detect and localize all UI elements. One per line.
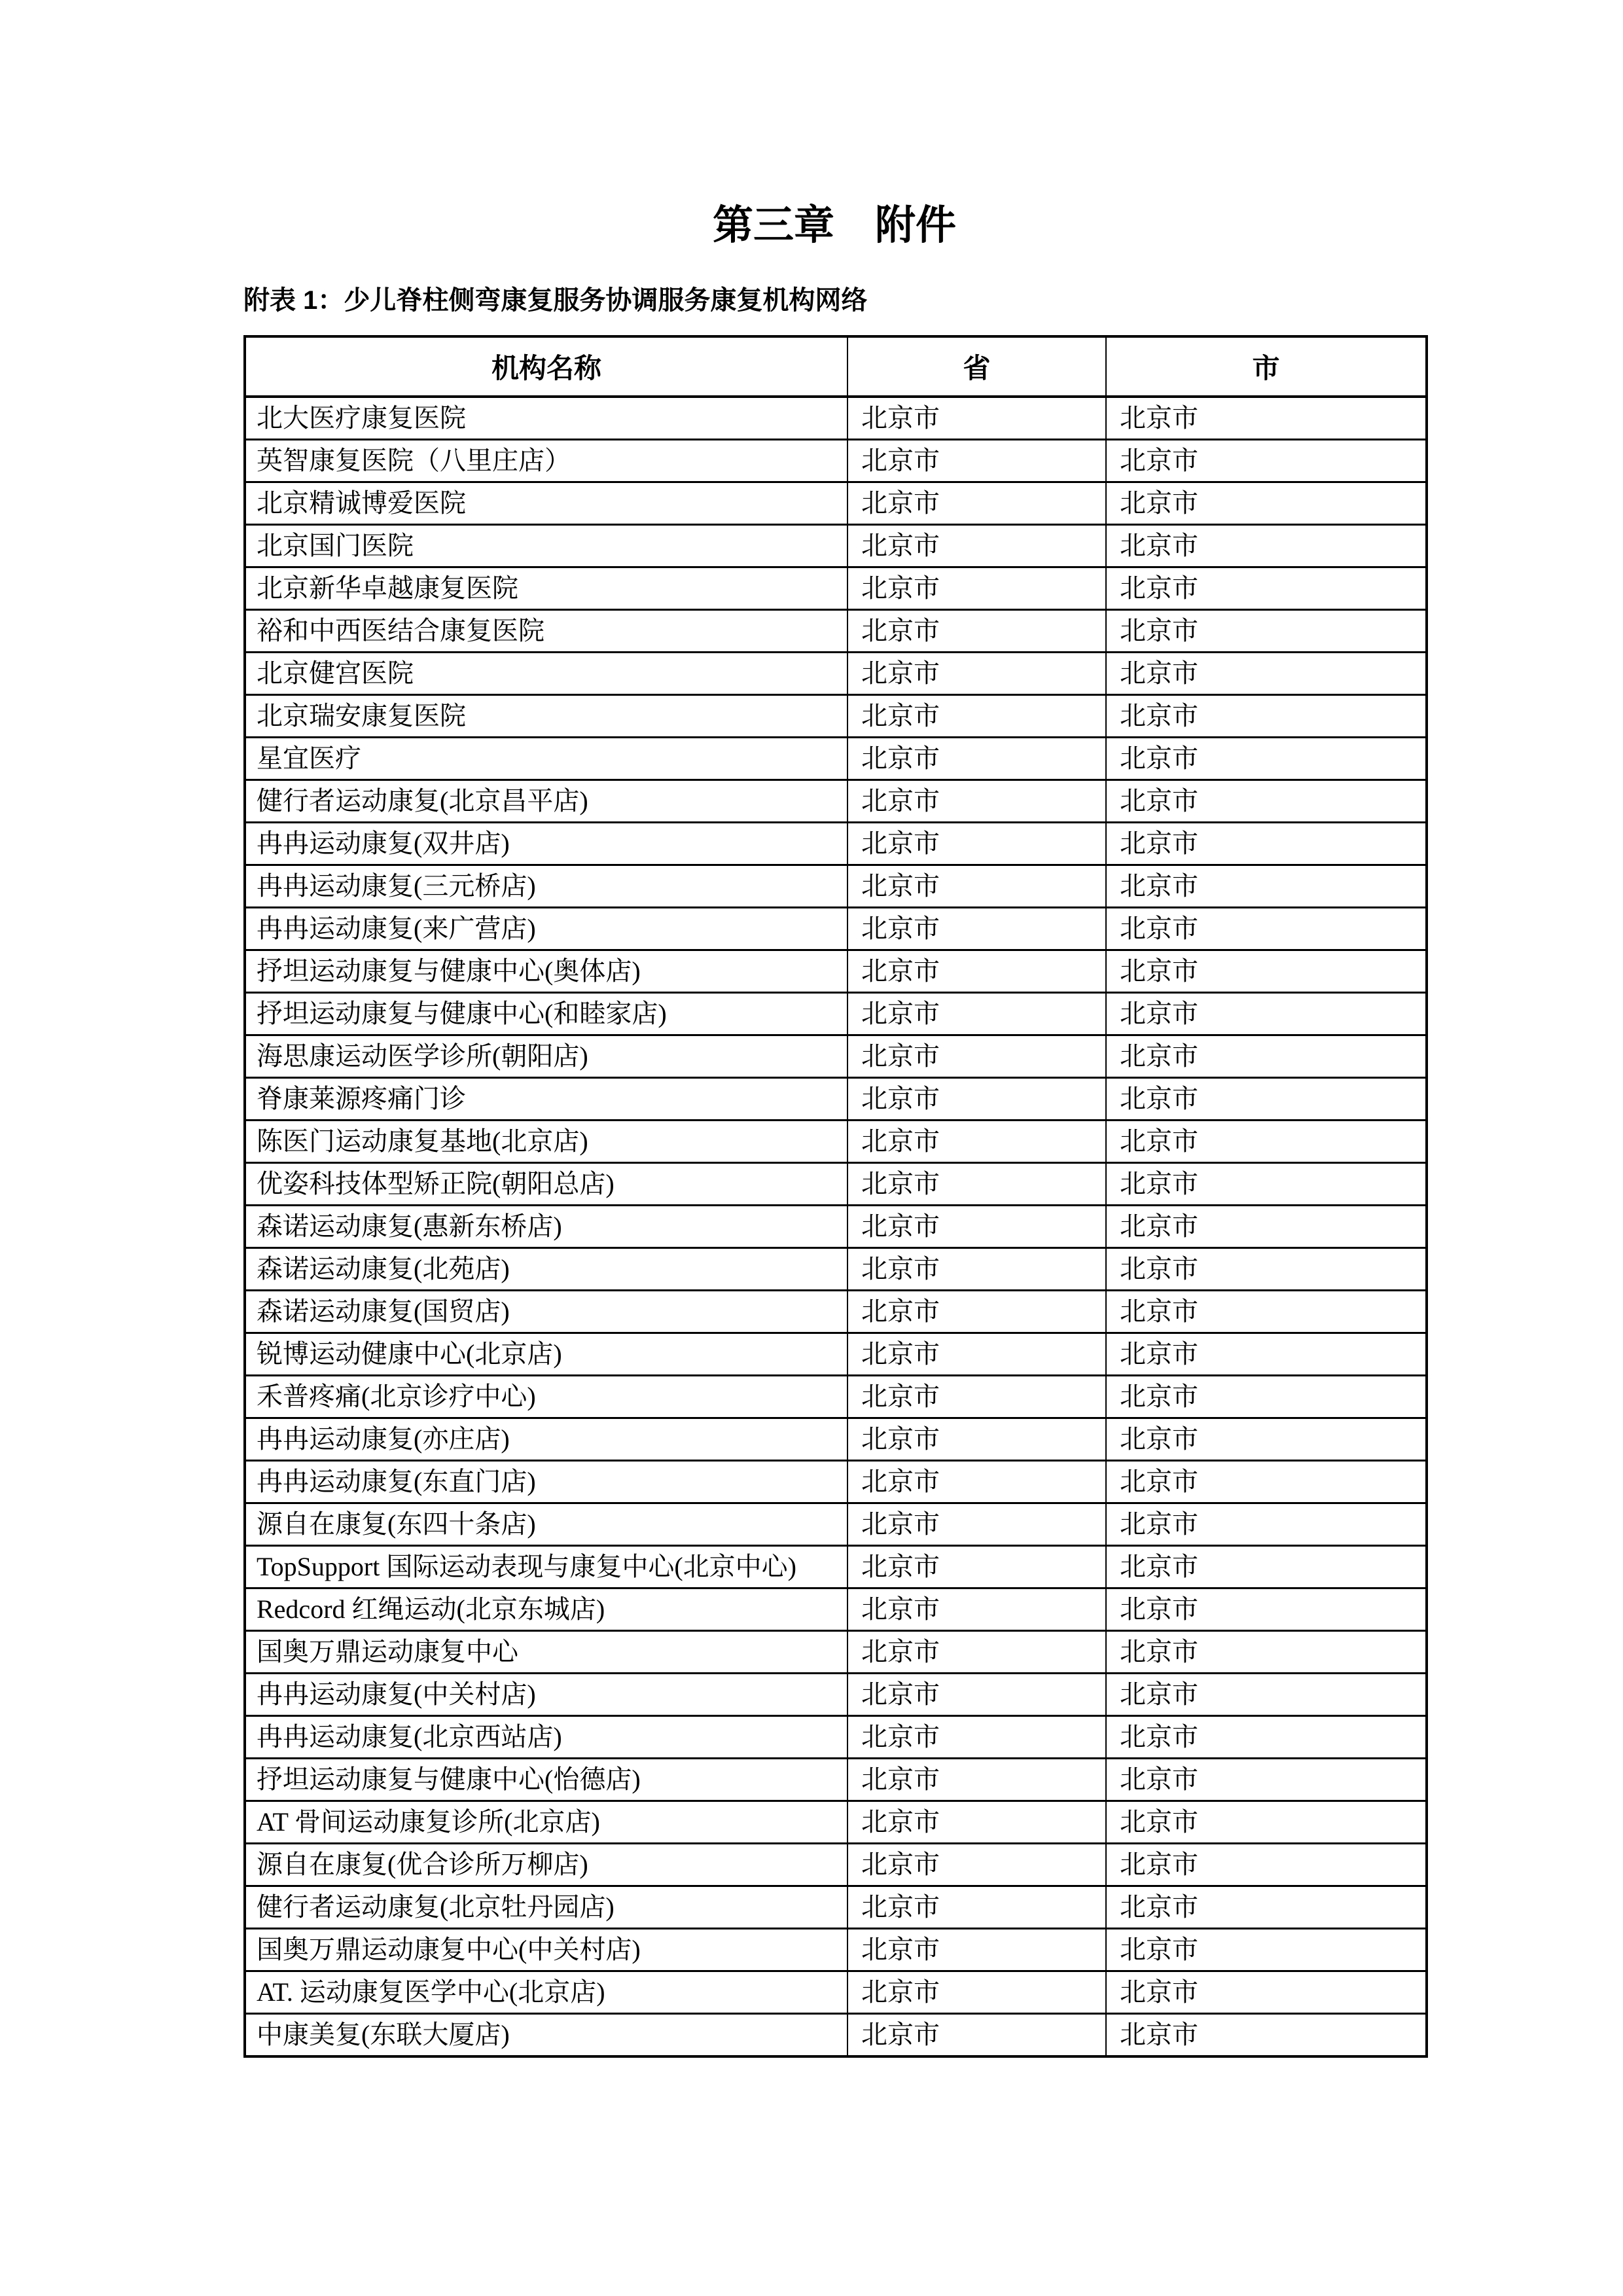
table-row bbox=[245, 695, 1427, 738]
city-cell: 北京市 bbox=[1106, 1844, 1427, 1886]
org-name-cell: 森诺运动康复(北苑店) bbox=[245, 1248, 847, 1291]
table-row bbox=[245, 1971, 1427, 2014]
table-row bbox=[245, 653, 1427, 695]
org-name-cell: TopSupport 国际运动表现与康复中心(北京中心) bbox=[245, 1546, 847, 1588]
city-cell: 北京市 bbox=[1106, 653, 1427, 695]
table-row bbox=[245, 1461, 1427, 1503]
table-header-row bbox=[245, 336, 1427, 397]
table-row bbox=[245, 1291, 1427, 1333]
table-row bbox=[245, 525, 1427, 567]
province-cell: 北京市 bbox=[847, 823, 1106, 865]
org-name-cell: 源自在康复(优合诊所万柳店) bbox=[245, 1844, 847, 1886]
province-cell: 北京市 bbox=[847, 1971, 1106, 2014]
org-name-cell: 冉冉运动康复(中关村店) bbox=[245, 1674, 847, 1716]
province-cell: 北京市 bbox=[847, 865, 1106, 908]
table-row bbox=[245, 738, 1427, 780]
city-cell: 北京市 bbox=[1106, 482, 1427, 525]
province-cell: 北京市 bbox=[847, 1674, 1106, 1716]
table-row bbox=[245, 1546, 1427, 1588]
table-row bbox=[245, 567, 1427, 610]
header-province: 省 bbox=[847, 336, 1106, 397]
province-cell: 北京市 bbox=[847, 482, 1106, 525]
org-name-cell: 北京健宫医院 bbox=[245, 653, 847, 695]
org-name-cell: 陈医门运动康复基地(北京店) bbox=[245, 1121, 847, 1163]
province-cell: 北京市 bbox=[847, 1716, 1106, 1759]
org-name-cell: 健行者运动康复(北京昌平店) bbox=[245, 780, 847, 823]
table-row bbox=[245, 1078, 1427, 1121]
org-name-cell: 国奥万鼎运动康复中心 bbox=[245, 1631, 847, 1674]
province-cell: 北京市 bbox=[847, 1929, 1106, 1971]
city-cell: 北京市 bbox=[1106, 1759, 1427, 1801]
city-cell: 北京市 bbox=[1106, 1588, 1427, 1631]
table-row bbox=[245, 1801, 1427, 1844]
city-cell: 北京市 bbox=[1106, 695, 1427, 738]
province-cell: 北京市 bbox=[847, 1333, 1106, 1376]
city-cell: 北京市 bbox=[1106, 1376, 1427, 1418]
org-name-cell: 北京瑞安康复医院 bbox=[245, 695, 847, 738]
city-cell: 北京市 bbox=[1106, 823, 1427, 865]
table-row bbox=[245, 823, 1427, 865]
table-row bbox=[245, 1503, 1427, 1546]
city-cell: 北京市 bbox=[1106, 1333, 1427, 1376]
org-name-cell: 森诺运动康复(惠新东桥店) bbox=[245, 1206, 847, 1248]
org-name-cell: 森诺运动康复(国贸店) bbox=[245, 1291, 847, 1333]
province-cell: 北京市 bbox=[847, 908, 1106, 950]
city-cell: 北京市 bbox=[1106, 950, 1427, 993]
province-cell: 北京市 bbox=[847, 1163, 1106, 1206]
city-cell: 北京市 bbox=[1106, 2014, 1427, 2057]
page-content bbox=[243, 202, 1425, 2058]
org-name-cell: 中康美复(东联大厦店) bbox=[245, 2014, 847, 2057]
table-row bbox=[245, 1631, 1427, 1674]
city-cell: 北京市 bbox=[1106, 1461, 1427, 1503]
org-name-cell: 北京国门医院 bbox=[245, 525, 847, 567]
city-cell: 北京市 bbox=[1106, 1886, 1427, 1929]
province-cell: 北京市 bbox=[847, 1418, 1106, 1461]
org-name-cell: 锐博运动健康中心(北京店) bbox=[245, 1333, 847, 1376]
org-name-cell: 北京精诚博爱医院 bbox=[245, 482, 847, 525]
org-name-cell: 冉冉运动康复(东直门店) bbox=[245, 1461, 847, 1503]
city-cell: 北京市 bbox=[1106, 1291, 1427, 1333]
city-cell: 北京市 bbox=[1106, 1716, 1427, 1759]
org-name-cell: 冉冉运动康复(来广营店) bbox=[245, 908, 847, 950]
table-row bbox=[245, 2014, 1427, 2057]
province-cell: 北京市 bbox=[847, 653, 1106, 695]
city-cell: 北京市 bbox=[1106, 397, 1427, 440]
province-cell: 北京市 bbox=[847, 610, 1106, 653]
province-cell: 北京市 bbox=[847, 525, 1106, 567]
province-cell: 北京市 bbox=[847, 1376, 1106, 1418]
table-row bbox=[245, 1674, 1427, 1716]
table-row bbox=[245, 1333, 1427, 1376]
city-cell: 北京市 bbox=[1106, 1503, 1427, 1546]
table-row bbox=[245, 950, 1427, 993]
org-name-cell: 海思康运动医学诊所(朝阳店) bbox=[245, 1035, 847, 1078]
table-row bbox=[245, 993, 1427, 1035]
city-cell: 北京市 bbox=[1106, 1163, 1427, 1206]
table-caption: 附表 1：少儿脊柱侧弯康复服务协调服务康复机构网络 bbox=[243, 286, 868, 315]
city-cell: 北京市 bbox=[1106, 780, 1427, 823]
org-name-cell: 冉冉运动康复(三元桥店) bbox=[245, 865, 847, 908]
province-cell: 北京市 bbox=[847, 1759, 1106, 1801]
table-row bbox=[245, 1759, 1427, 1801]
province-cell: 北京市 bbox=[847, 567, 1106, 610]
org-name-cell: 英智康复医院（八里庄店） bbox=[245, 440, 847, 482]
table-body bbox=[245, 397, 1427, 2056]
table-row bbox=[245, 1716, 1427, 1759]
header-city: 市 bbox=[1106, 336, 1427, 397]
org-name-cell: 源自在康复(东四十条店) bbox=[245, 1503, 847, 1546]
chapter-title: 第三章 附件 bbox=[712, 203, 956, 248]
city-cell: 北京市 bbox=[1106, 1035, 1427, 1078]
org-name-cell: 北京新华卓越康复医院 bbox=[245, 567, 847, 610]
city-cell: 北京市 bbox=[1106, 1546, 1427, 1588]
province-cell: 北京市 bbox=[847, 1078, 1106, 1121]
city-cell: 北京市 bbox=[1106, 1121, 1427, 1163]
city-cell: 北京市 bbox=[1106, 993, 1427, 1035]
city-cell: 北京市 bbox=[1106, 610, 1427, 653]
table-row bbox=[245, 610, 1427, 653]
table-row bbox=[245, 1886, 1427, 1929]
table-row bbox=[245, 1376, 1427, 1418]
city-cell: 北京市 bbox=[1106, 1206, 1427, 1248]
table-row bbox=[245, 1206, 1427, 1248]
org-name-cell: 裕和中西医结合康复医院 bbox=[245, 610, 847, 653]
province-cell: 北京市 bbox=[847, 695, 1106, 738]
table-row bbox=[245, 1121, 1427, 1163]
province-cell: 北京市 bbox=[847, 1546, 1106, 1588]
org-name-cell: 脊康莱源疼痛门诊 bbox=[245, 1078, 847, 1121]
city-cell: 北京市 bbox=[1106, 1248, 1427, 1291]
org-name-cell: 健行者运动康复(北京牡丹园店) bbox=[245, 1886, 847, 1929]
table-row bbox=[245, 1929, 1427, 1971]
province-cell: 北京市 bbox=[847, 780, 1106, 823]
table-row bbox=[245, 908, 1427, 950]
city-cell: 北京市 bbox=[1106, 908, 1427, 950]
table-row bbox=[245, 1418, 1427, 1461]
table-row bbox=[245, 482, 1427, 525]
org-name-cell: 抒坦运动康复与健康中心(怡德店) bbox=[245, 1759, 847, 1801]
org-name-cell: AT. 运动康复医学中心(北京店) bbox=[245, 1971, 847, 2014]
province-cell: 北京市 bbox=[847, 1291, 1106, 1333]
org-name-cell: 优姿科技体型矫正院(朝阳总店) bbox=[245, 1163, 847, 1206]
province-cell: 北京市 bbox=[847, 738, 1106, 780]
province-cell: 北京市 bbox=[847, 1035, 1106, 1078]
province-cell: 北京市 bbox=[847, 1461, 1106, 1503]
table-row bbox=[245, 865, 1427, 908]
province-cell: 北京市 bbox=[847, 1886, 1106, 1929]
province-cell: 北京市 bbox=[847, 397, 1106, 440]
city-cell: 北京市 bbox=[1106, 525, 1427, 567]
table-row bbox=[245, 1163, 1427, 1206]
province-cell: 北京市 bbox=[847, 1801, 1106, 1844]
table-row bbox=[245, 1035, 1427, 1078]
city-cell: 北京市 bbox=[1106, 1078, 1427, 1121]
province-cell: 北京市 bbox=[847, 1631, 1106, 1674]
org-name-cell: 禾普疼痛(北京诊疗中心) bbox=[245, 1376, 847, 1418]
province-cell: 北京市 bbox=[847, 1844, 1106, 1886]
province-cell: 北京市 bbox=[847, 1121, 1106, 1163]
province-cell: 北京市 bbox=[847, 993, 1106, 1035]
province-cell: 北京市 bbox=[847, 1248, 1106, 1291]
city-cell: 北京市 bbox=[1106, 440, 1427, 482]
org-name-cell: 冉冉运动康复(北京西站店) bbox=[245, 1716, 847, 1759]
city-cell: 北京市 bbox=[1106, 738, 1427, 780]
city-cell: 北京市 bbox=[1106, 567, 1427, 610]
table-row bbox=[245, 1588, 1427, 1631]
org-name-cell: 星宜医疗 bbox=[245, 738, 847, 780]
province-cell: 北京市 bbox=[847, 950, 1106, 993]
table-row bbox=[245, 780, 1427, 823]
org-name-cell: 北大医疗康复医院 bbox=[245, 397, 847, 440]
institutions-table bbox=[243, 335, 1428, 2058]
province-cell: 北京市 bbox=[847, 440, 1106, 482]
province-cell: 北京市 bbox=[847, 2014, 1106, 2057]
city-cell: 北京市 bbox=[1106, 1631, 1427, 1674]
province-cell: 北京市 bbox=[847, 1503, 1106, 1546]
city-cell: 北京市 bbox=[1106, 1801, 1427, 1844]
table-row bbox=[245, 397, 1427, 440]
org-name-cell: 国奥万鼎运动康复中心(中关村店) bbox=[245, 1929, 847, 1971]
table-row bbox=[245, 440, 1427, 482]
header-institution-name: 机构名称 bbox=[245, 336, 847, 397]
org-name-cell: AT 骨间运动康复诊所(北京店) bbox=[245, 1801, 847, 1844]
city-cell: 北京市 bbox=[1106, 1971, 1427, 2014]
city-cell: 北京市 bbox=[1106, 1929, 1427, 1971]
org-name-cell: 抒坦运动康复与健康中心(和睦家店) bbox=[245, 993, 847, 1035]
table-row bbox=[245, 1844, 1427, 1886]
org-name-cell: 冉冉运动康复(双井店) bbox=[245, 823, 847, 865]
table-row bbox=[245, 1248, 1427, 1291]
org-name-cell: 抒坦运动康复与健康中心(奥体店) bbox=[245, 950, 847, 993]
province-cell: 北京市 bbox=[847, 1206, 1106, 1248]
city-cell: 北京市 bbox=[1106, 865, 1427, 908]
province-cell: 北京市 bbox=[847, 1588, 1106, 1631]
city-cell: 北京市 bbox=[1106, 1674, 1427, 1716]
org-name-cell: Redcord 红绳运动(北京东城店) bbox=[245, 1588, 847, 1631]
org-name-cell: 冉冉运动康复(亦庄店) bbox=[245, 1418, 847, 1461]
city-cell: 北京市 bbox=[1106, 1418, 1427, 1461]
